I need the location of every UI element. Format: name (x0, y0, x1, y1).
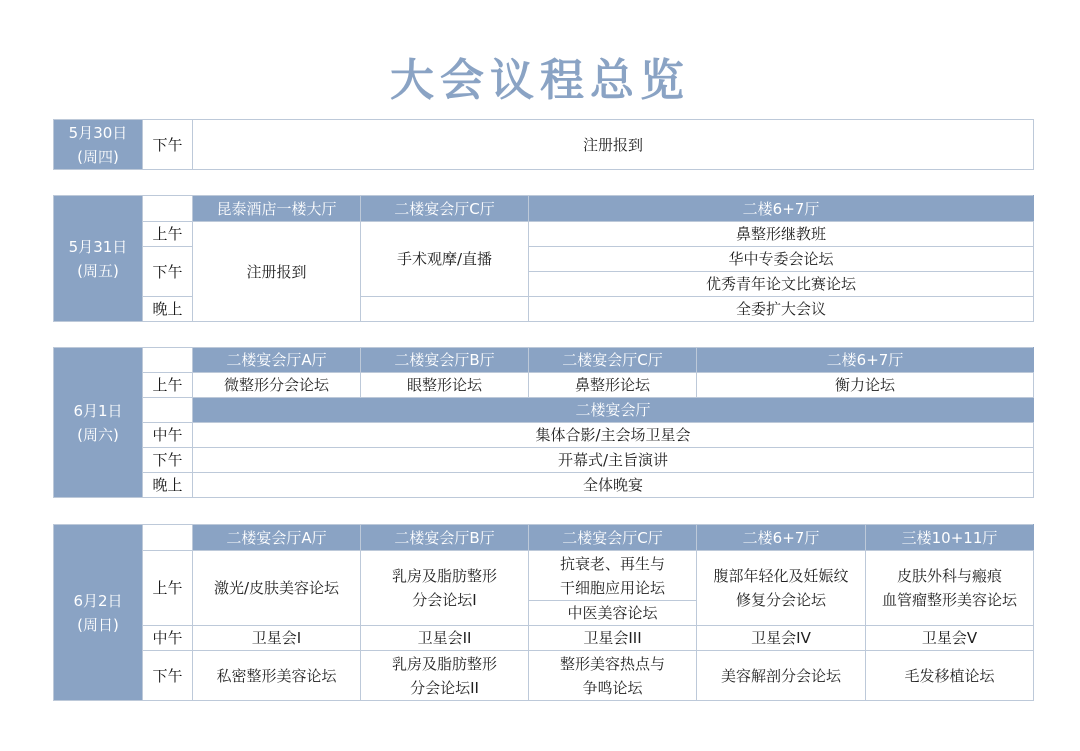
event-opening: 开幕式/主旨演讲 (193, 448, 1034, 473)
page-title: 大会议程总览 (390, 55, 690, 106)
event-line: 分会论坛II (410, 678, 479, 697)
event-line: 腹部年轻化及妊娠纹 (713, 567, 849, 585)
event-line: 抗衰老、再生与 (559, 554, 665, 573)
weekday-label: (周四) (77, 147, 119, 166)
period-afternoon: 下午 (143, 120, 193, 170)
event-satellite: 卫星会IV (697, 626, 866, 651)
event-skin-surgery-forum (866, 551, 1034, 626)
event-eye-forum: 眼整形论坛 (361, 373, 529, 398)
event-breast-forum-1 (361, 551, 529, 626)
event-hotspot-forum (529, 651, 697, 701)
event-satellite: 卫星会III (529, 626, 697, 651)
event-anti-aging-forum (529, 551, 697, 601)
venue-header: 二楼宴会厅A厅 (193, 348, 361, 373)
date-cell (54, 120, 143, 170)
event-surgery-live: 手术观摩/直播 (361, 222, 529, 297)
event-line: 整形美容热点与 (559, 654, 665, 673)
date-cell (54, 525, 143, 701)
date-label: 5月30日 (68, 123, 128, 142)
event-micro-forum: 微整形分会论坛 (193, 373, 361, 398)
event-line: 干细胞应用论坛 (559, 578, 665, 597)
event-line: 皮肤外科与瘢痕 (896, 567, 1002, 585)
event-line: 血管瘤整形美容论坛 (881, 591, 1017, 609)
period-afternoon: 下午 (143, 651, 193, 701)
event-registration: 注册报到 (193, 222, 361, 322)
period-noon: 中午 (143, 626, 193, 651)
event-central-china-forum: 华中专委会论坛 (529, 247, 1034, 272)
event-satellite: 卫星会II (361, 626, 529, 651)
event-line: 乳房及脂肪整形 (391, 654, 497, 673)
header-blank (143, 348, 193, 373)
venue-header: 二楼宴会厅C厅 (529, 348, 697, 373)
header-blank (143, 196, 193, 222)
event-satellite: 卫星会I (193, 626, 361, 651)
period-noon: 中午 (143, 423, 193, 448)
venue-header: 二楼宴会厅A厅 (193, 525, 361, 551)
event-nose-forum: 鼻整形论坛 (529, 373, 697, 398)
event-committee-meeting: 全委扩大会议 (529, 297, 1034, 322)
event-line: 乳房及脂肪整形 (391, 567, 497, 585)
period-evening: 晚上 (143, 297, 193, 322)
period-afternoon: 下午 (143, 448, 193, 473)
venue-header: 二楼6+7厅 (697, 348, 1034, 373)
weekday-label: (周六) (77, 425, 119, 444)
venue-header: 二楼6+7厅 (529, 196, 1034, 222)
event-breast-forum-2 (361, 651, 529, 701)
venue-header: 三楼10+11厅 (866, 525, 1034, 551)
event-nose-course: 鼻整形继教班 (529, 222, 1034, 247)
event-line: 修复分会论坛 (735, 591, 826, 609)
weekday-label: (周日) (77, 615, 119, 634)
event-satellite: 卫星会V (866, 626, 1034, 651)
event-laser-forum: 激光/皮肤美容论坛 (193, 551, 361, 626)
date-cell (54, 196, 143, 322)
venue-header: 二楼宴会厅C厅 (361, 196, 529, 222)
weekday-label: (周五) (77, 261, 119, 280)
period-evening: 晚上 (143, 473, 193, 498)
schedule-day-may31 (53, 195, 1034, 322)
header-blank (143, 398, 193, 423)
venue-header: 昆泰酒店一楼大厅 (193, 196, 361, 222)
schedule-day-may30 (53, 119, 1034, 170)
event-registration: 注册报到 (193, 120, 1034, 170)
event-surgery-blank (361, 297, 529, 322)
date-cell (54, 348, 143, 498)
period-morning: 上午 (143, 222, 193, 247)
event-young-paper-forum: 优秀青年论文比赛论坛 (529, 272, 1034, 297)
venue-header: 二楼宴会厅C厅 (529, 525, 697, 551)
venue-header: 二楼宴会厅B厅 (361, 348, 529, 373)
venue-header: 二楼宴会厅B厅 (361, 525, 529, 551)
schedule-day-jun1 (53, 347, 1034, 498)
date-label: 6月2日 (73, 591, 123, 610)
event-banquet: 全体晚宴 (193, 473, 1034, 498)
date-label: 6月1日 (73, 401, 123, 420)
event-abdominal-forum (697, 551, 866, 626)
venue-header-banquet: 二楼宴会厅 (193, 398, 1034, 423)
event-tcm-forum: 中医美容论坛 (529, 601, 697, 626)
event-group-photo: 集体合影/主会场卫星会 (193, 423, 1034, 448)
schedule-day-jun2 (53, 524, 1034, 701)
venue-header: 二楼6+7厅 (697, 525, 866, 551)
event-private-forum: 私密整形美容论坛 (193, 651, 361, 701)
event-anatomy-forum: 美容解剖分会论坛 (697, 651, 866, 701)
event-hengli-forum: 衡力论坛 (697, 373, 1034, 398)
date-label: 5月31日 (68, 237, 128, 256)
period-morning: 上午 (143, 373, 193, 398)
event-line: 争鸣论坛 (582, 678, 643, 697)
event-line: 分会论坛I (412, 591, 477, 609)
event-hair-forum: 毛发移植论坛 (866, 651, 1034, 701)
period-afternoon: 下午 (143, 247, 193, 297)
header-blank (143, 525, 193, 551)
period-morning: 上午 (143, 551, 193, 626)
